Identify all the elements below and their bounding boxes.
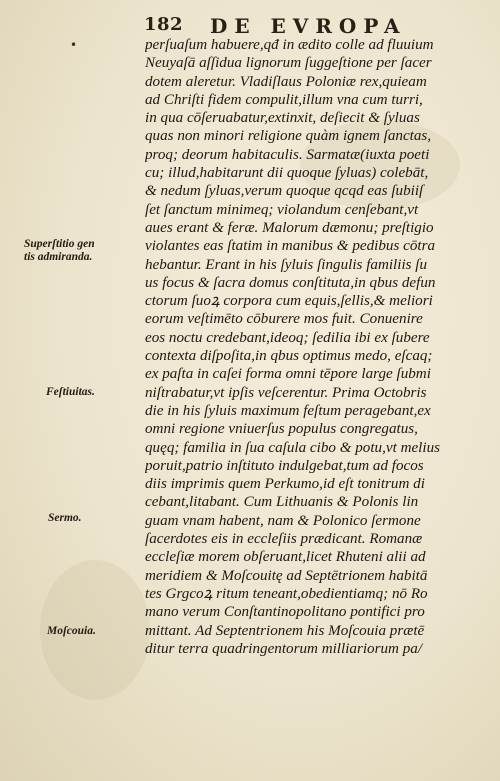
text-line: quas non minori religione quàm ignem ſanctas, — [145, 128, 432, 145]
text-line: tes Grgcoꝝ ritum teneant,obedientiamq; nō Ro — [145, 585, 428, 602]
text-line: ctorum ſuoꝝ corpora cum equis,ſellis,& meliori — [145, 293, 433, 310]
text-line: cebant,litabant. Cum Lithuanis & Polonis lin — [145, 494, 419, 511]
text-line: mano verum Conſtantinopolitano pontifici pro — [145, 604, 425, 621]
folio-number: 182 — [144, 14, 184, 35]
text-line: eorum veſtimēto cōburere mos fuit. Conuenire — [145, 311, 423, 328]
text-line: die in his ſyluis maximum feſtum peragebant,ex — [145, 402, 431, 419]
margin-note-line: tis admiranda. — [24, 251, 93, 263]
text-line: contexta diſpoſita,in qbus optimus medo, eſcaq; — [145, 348, 433, 365]
text-line: & nedum ſyluas,verum quoque qcqd eas ſubiiſ — [145, 183, 424, 200]
margin-note-sermo: Sermo. — [48, 512, 82, 524]
text-line: hebantur. Erant in his ſyluis ſingulis familiis ſu — [145, 256, 428, 273]
text-line: eccleſiæ morem obſeruant,licet Rhuteni alii ad — [145, 549, 426, 566]
margin-note-moscouia: Moſcouia. — [47, 625, 96, 637]
text-line: perſuaſum habuere,qđ in ædito colle ad fluuium — [145, 37, 434, 53]
text-line: ſacerdotes eis in eccleſiis prædicant. Romanæ — [145, 531, 423, 548]
margin-note-festiuitas: Feſtiuitas. — [46, 386, 95, 398]
page-header — [0, 14, 500, 36]
text-line: eos noctu credebant,ideoq; ſedilia ibi ex ſubere — [145, 329, 430, 346]
running-title: DE EVROPA — [210, 14, 407, 38]
text-line: violantes eas ſtatim in manibus & pedibus cōtra — [145, 238, 435, 255]
text-line: Neuyaſā aſſidua lignorum ſuggeſtione per ſacer — [145, 55, 432, 72]
text-line: cu; illud,habitarunt dii quoque ſyluas) colebāt, — [145, 165, 429, 182]
text-line: meridiem & Moſcouitę ad Septētrionem habitā — [145, 567, 428, 584]
text-line: poruit,patrio inſtituto indulgebat,tum ad focos — [145, 457, 424, 474]
text-line: proq; deorum habitaculis. Sarmatæ(iuxta poeti — [145, 146, 430, 163]
text-line: mittant. Ad Septentrionem his Moſcouia prætē — [145, 622, 425, 639]
text-line: in qua cōſeruabatur,extinxit, deſiecit & ſyluas — [145, 110, 420, 127]
margin-note-superstitio — [24, 238, 95, 264]
text-line: dotem aleretur. Vladiſlaus Poloniæ rex,quieam — [145, 73, 427, 90]
text-line: diis imprimis quem Perkumo,id eſt tonitrum di — [145, 476, 425, 493]
text-line: quęq; familia in ſua caſula cibo & potu,vt melius — [145, 439, 441, 456]
margin-marker: • — [70, 38, 78, 52]
text-line: omni regione vniuerſus populus congregatus, — [145, 421, 418, 438]
text-line: ex paſta in caſei forma omni tēpore large ſubmi — [145, 366, 431, 383]
text-line: us focus & ſacra domus conſtituta,in qbus defun — [145, 274, 436, 291]
text-line: ditur terra quadringentorum milliariorum pa/ — [145, 640, 423, 657]
text-line: niſtrabatur,vt ipſis veſcerentur. Prima Octobris — [145, 384, 427, 401]
text-line: guam vnam habent, nam & Polonico ſermone — [145, 512, 421, 529]
margin-note-line: Superſtitio gen — [24, 238, 95, 250]
text-line: ad Chriſti fidem compulit,illum vna cum turri, — [145, 91, 423, 108]
text-line: aues erant & feræ. Malorum dæmonu; preſtigio — [145, 219, 434, 236]
body-text — [145, 36, 485, 658]
text-line: ſet ſanctum minimeq; violandum cenſebant,vt — [145, 201, 419, 218]
